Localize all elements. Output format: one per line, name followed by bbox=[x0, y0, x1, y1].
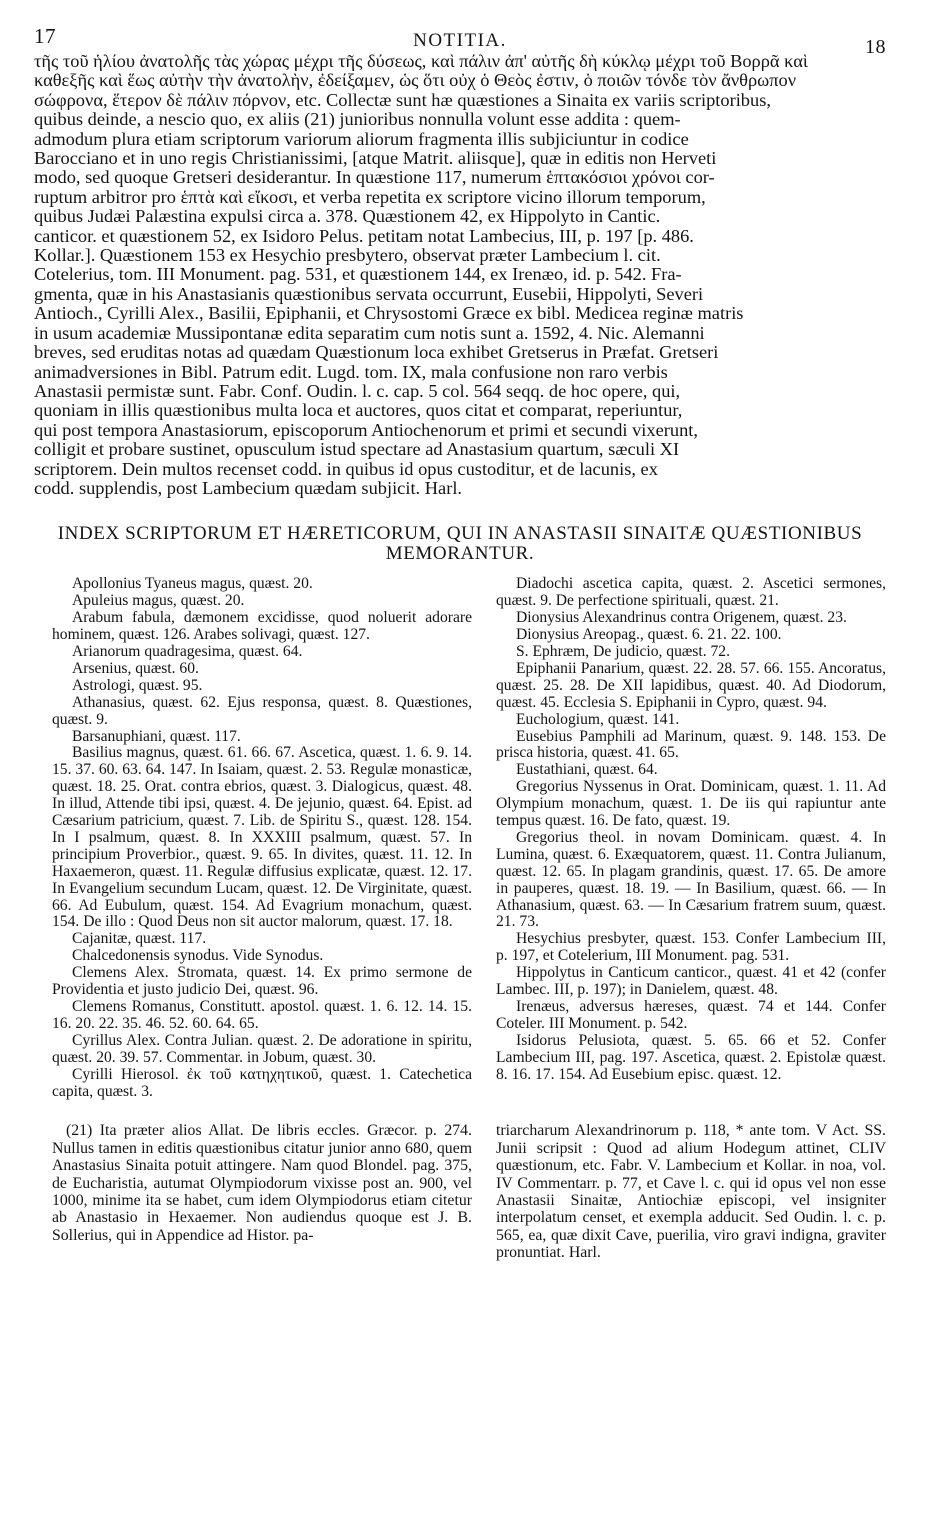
text-line: scriptorem. Dein multos recenset codd. in quibus id opus custoditur, et de lacunis, ex bbox=[34, 458, 658, 479]
index-entry: Eustathiani, quæst. 64. bbox=[516, 761, 658, 779]
text-line: modo, sed quoque Gretseri desiderantur. In quæstione 117, numerum ἑπτακόσιοι χρόνοι cor- bbox=[34, 167, 715, 188]
index-entry: Cajanitæ, quæst. 117. bbox=[72, 930, 207, 948]
index-entry: Hippolytus in Canticum canticor., quæst. 41 et 42 (confer Lambec. III, p. 197); in Danielem, quæst. 48. bbox=[496, 964, 886, 999]
main-text bbox=[34, 52, 886, 498]
text-line: καθεξῆς καὶ ἕως αὐτὴν τὴν ἀνατολὴν, ἐδείξαμεν, ὡς ὅτι οὐχ ὁ Θεὸς ἐστιν, ὁ ποιῶν τόνδε τὸν ἄνθρωπον bbox=[34, 70, 797, 91]
footnotes bbox=[34, 1122, 886, 1261]
text-line: codd. supplendis, post Lambecium quædam subjicit. Harl. bbox=[34, 477, 463, 498]
index-entry: Astrologi, quæst. 95. bbox=[72, 676, 203, 694]
text-line: ruptum arbitror pro ἑπτὰ καὶ εἴκοσι, et verba repetita ex scriptore vicino illorum temporum, bbox=[34, 186, 706, 207]
index-entry: Clemens Romanus, Constitutt. apostol. quæst. 1. 6. 12. 14. 15. 16. 20. 22. 35. 46. 52. 60. 64. 65. bbox=[52, 998, 472, 1032]
text-line: Antioch., Cyrilli Alex., Basilii, Epiphanii, et Chrysostomi Græce ex bibl. Medicea reginæ matris bbox=[34, 303, 744, 324]
index-entry: Eusebius Pamphili ad Marinum, quæst. 9. 148. 153. De prisca historia, quæst. 41. 65. bbox=[496, 727, 886, 762]
index-entry: Barsanuphiani, quæst. 117. bbox=[72, 727, 241, 745]
footnote-21: (21) Ita præter alios Allat. De libris eccles. Græcor. p. 274. Nullus tamen in editis quæstionibus citatur junior anno 680, quem Anastasius Sinaita potuit attingere. Nam quod Blondel. pag. 375, de Eucharistia, autumat Olympiodorum vixisse post an. 900, vel 1000, minime ita se habet, cum idem Olympiodorus etiam citetur ab Anastasio in Hexaemer. Non audiendus quoque est J. B. Sollerius, qui in Appendice ad Histor. pa- bbox=[52, 1122, 472, 1244]
index-entry: Gregorius Nyssenus in Orat. Dominicam, quæst. 1. 11. Ad Olympium monachum, quæst. 1. De iis qui rapiuntur ante tempus quæst. 16. De fato, quæst. 19. bbox=[496, 778, 886, 830]
index-heading: INDEX SCRIPTORUM ET HÆRETICORUM, QUI IN ANASTASII SINAITÆ QUÆSTIONIBUS MEMORANTUR. bbox=[57, 523, 863, 565]
index-entry: Irenæus, adversus hæreses, quæst. 74 et 144. Confer Coteler. III Monument. p. 542. bbox=[496, 998, 886, 1032]
index-entry: Apollonius Tyaneus magus, quæst. 20. bbox=[72, 575, 313, 593]
page-number-right: 18 bbox=[865, 36, 886, 58]
text-line: breves, sed eruditas notas ad quædam Quæstionum loca exhibet Gretserus in Præfat. Gretseri bbox=[34, 342, 719, 363]
text-line: qui post tempora Anastasiorum, episcoporum Antiochenorum et primi et secundi vixerunt, bbox=[34, 419, 698, 440]
text-line: Barocciano et in uno regis Christianissimi, [atque Matrit. aliisque], quæ in editis non Herveti bbox=[34, 148, 717, 169]
text-line: Cotelerius, tom. III Monument. pag. 531, et quæstionem 144, ex Irenæo, id. p. 542. Fra- bbox=[34, 264, 682, 285]
text-line: quibus Judæi Palæstina expulsi circa a. 378. Quæstionem 42, ex Hippolyto in Cantic. bbox=[34, 206, 661, 227]
index-columns bbox=[34, 576, 886, 1100]
index-entry: Cyrilli Hierosol. ἐκ τοῦ κατηχητικοῦ, quæst. 1. Catechetica capita, quæst. 3. bbox=[52, 1065, 472, 1100]
index-column-right bbox=[496, 576, 886, 1100]
index-entry: Arabum fabula, dæmonem excidisse, quod noluerit adorare hominem, quæst. 126. Arabes solivagi, quæst. 127. bbox=[52, 609, 472, 644]
text-line: quoniam in illis quæstionibus multa loca et auctores, quos citat et comparat, reperiuntur, bbox=[34, 400, 683, 421]
index-entry: S. Ephræm, De judicio, quæst. 72. bbox=[516, 642, 730, 660]
index-entry: Diadochi ascetica capita, quæst. 2. Ascetici sermones, quæst. 9. De perfectione spirituali, quæst. 21. bbox=[496, 575, 886, 610]
text-line: canticor. et quæstionem 52, ex Isidoro Pelus. petitam notat Lambecius, III, p. 197 [p. 486. bbox=[34, 225, 694, 246]
text-line: in usum academiæ Mussipontanæ edita separatim cum notis sunt a. 1592, 4. Nic. Alemanni bbox=[34, 322, 705, 343]
footnote-column-left bbox=[34, 1122, 472, 1261]
index-entry: Arianorum quadragesima, quæst. 64. bbox=[72, 642, 303, 660]
footnote-continuation: triarcharum Alexandrinorum p. 118, * ante tom. V Act. SS. Junii scripsit : Quod ad alium Hodegum attinet, CLIV quæstionum, etc. Fabr. V. Lambecium et Kollar. in noa, vol. IV Commentarr. p. 77, et Cave l. c. qui id opus vel non esse Anastasii Sinaitæ, Antiochiæ episcopi, vel insigniter interpolatum censet, et exempla adducit. Sed Oudin. l. c. p. 565, ea, quæ dixit Cave, puerilia, viro gravi indigna, graviter pronuntiat. Harl. bbox=[496, 1122, 886, 1262]
index-entry: Basilius magnus, quæst. 61. 66. 67. Ascetica, quæst. 1. 6. 9. 14. 15. 37. 60. 63. 64. 147. In Isaiam, quæst. 2. 53. Regulæ monasticæ, quæst. 18. 25. Orat. contra ebrios, quæst. 3. Dialogicus, quæst. 48. In illud, Attende tibi ipsi, quæst. 4. De jejunio, quæst. 64. Epist. ad Cæsarium patricium, quæst. 7. Lib. de Spiritu S., quæst. 128. 154. In I psalmum, quæst. 8. In XXXIII psalmum, quæst. 57. In principium Proverbior., quæst. 9. 65. In divites, quæst. 11. 12. In Haxaemeron, quæst. 11. Regulæ diffusius explicatæ, quæst. 12. 17. In Evangelium secundum Lucam, quæst. 12. De Virginitate, quæst. 66. Ad Eubulum, quæst. 154. Ad Evagrium monachum, quæst. 154. De illo : Quod Deus non sit auctor malorum, quæst. 17. 18. bbox=[52, 744, 472, 931]
index-entry: Cyrillus Alex. Contra Julian. quæst. 2. De adoratione in spiritu, quæst. 20. 39. 57. Commentar. in Jobum, quæst. 30. bbox=[52, 1031, 472, 1066]
index-entry: Clemens Alex. Stromata, quæst. 14. Ex primo sermone de Providentia et justo judicio Dei, quæst. 96. bbox=[52, 964, 472, 999]
index-entry: Arsenius, quæst. 60. bbox=[72, 659, 199, 677]
index-entry: Epiphanii Panarium, quæst. 22. 28. 57. 66. 155. Ancoratus, quæst. 25. 28. De XII lapidibus, quæst. 40. Ad Diodorum, quæst. 45. Ecclesia S. Epiphanii in Cypro, quæst. 94. bbox=[496, 659, 886, 711]
running-head bbox=[34, 18, 886, 58]
index-entry: Dionysius Alexandrinus contra Origenem, quæst. 23. bbox=[516, 609, 847, 627]
index-column-left bbox=[34, 576, 472, 1100]
running-title: NOTITIA. bbox=[413, 30, 507, 51]
index-entry: Chalcedonensis synodus. Vide Synodus. bbox=[72, 947, 324, 965]
index-entry: Dionysius Areopag., quæst. 6. 21. 22. 100. bbox=[516, 626, 782, 644]
text-line: admodum plura etiam scriptorum variorum aliorum fragmenta illis subjiciuntur in codice bbox=[34, 128, 689, 149]
text-line: Anastasii permistæ sunt. Fabr. Conf. Oudin. l. c. cap. 5 col. 564 seqq. de hoc opere, qui, bbox=[34, 380, 681, 401]
text-line: quibus deinde, a nescio quo, ex aliis (21) junioribus nonnulla volunt esse addita : quem- bbox=[34, 109, 681, 130]
text-line: Kollar.]. Quæstionem 153 ex Hesychio presbytero, observat præter Lambecium l. cit. bbox=[34, 245, 661, 266]
index-entry: Hesychius presbyter, quæst. 153. Confer Lambecium III, p. 197, et Cotelerium, III Monument. pag. 531. bbox=[496, 930, 886, 965]
index-entry: Gregorius theol. in novam Dominicam. quæst. 4. In Lumina, quæst. 6. Exæquatorem, quæst. 11. Contra Julianum, quæst. 12. 65. In plagam grandinis, quæst. 17. 65. De amore in pauperes, quæst. 18. 19. — In Basilium, quæst. 66. — In Athanasium, quæst. 63. — In Cæsarium fratrem suum, quæst. 21. 73. bbox=[496, 828, 886, 931]
index-entry: Athanasius, quæst. 62. Ejus responsa, quæst. 8. Quæstiones, quæst. 9. bbox=[52, 693, 472, 728]
index-entry: Isidorus Pelusiota, quæst. 5. 65. 66 et 52. Confer Lambecium III, pag. 197. Ascetica, quæst. 2. Epistolæ quæst. 8. 16. 17. 154. Ad Eusebium episc. quæst. 12. bbox=[496, 1031, 886, 1083]
text-line: animadversiones in Bibl. Patrum edit. Lugd. tom. IX, mala confusione non raro verbis bbox=[34, 361, 668, 382]
text-line: colligit et probare sustinet, opusculum istud spectare ad Anastasium quartum, sæculi XI bbox=[34, 439, 680, 460]
text-line: σώφρονα, ἕτερον δὲ πάλιν πόρνον, etc. Collectæ sunt hæ quæstiones a Sinaita ex variis scriptoribus, bbox=[34, 89, 771, 110]
index-entry: Euchologium, quæst. 141. bbox=[516, 710, 680, 728]
text-line: gmenta, quæ in his Anastasianis quæstionibus servata occurrunt, Eusebii, Hippolyti, Severi bbox=[34, 283, 704, 304]
text-line: τῆς τοῦ ἡλίου ἀνατολῆς τὰς χώρας μέχρι τῆς δύσεως, καὶ πάλιν ἀπ' αὐτῆς δὴ κύκλῳ μέχρι τοῦ Βορρᾶ καὶ bbox=[34, 51, 808, 71]
index-entry: Apuleius magus, quæst. 20. bbox=[72, 592, 245, 610]
footnote-column-right bbox=[496, 1122, 886, 1261]
page-number-left: 17 bbox=[34, 24, 56, 48]
